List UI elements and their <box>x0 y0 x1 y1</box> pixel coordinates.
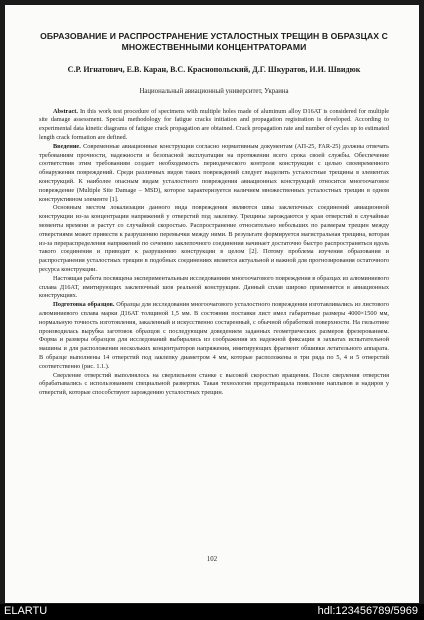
body-paragraph: Основным местом локализации данного вида повреждения являются швы заклепочных соединений авиационной конструкции из-за концентрации напряжений у отверстий под заклепку. Трещины зарождаются у края отверстий в случайные моменты времени и растут со случайной скоростью. Распространение относительно небольших по размерам трещин между отверстиями может привести к разрушению перемычки между ними. В результате формируется магистральная трещина, которая из-за перераспределения напряжений по сечению заклепочного соединения начинает достаточно быстро распространяться вдоль такого соединения и приводит к разрушению конструкции в целом [2]. Потому проблема изучения образования и распространения усталостных трещин в подобных соединениях является актуальной и важной для прогнозирования остаточного ресурса конструкции. <box>39 204 389 273</box>
intro-text: Современные авиационные конструкции согласно нормативным документам (АП-25, FAR-25) должны отвечать требованиям прочности, надежности и безопасной эксплуатации на протяжении всего срока своей службы. Обеспечение соответствия этим требованиям создает необходимость периодического контроля конструкции с целью своевременного обнаружения повреждений. Среди различных видов таких повреждений следует выделить усталостные трещины в элементах конструкций. К наиболее опасным видам усталостного повреждения авиационных конструкций относится многоочаговое повреждение (Multiple Site Damage – MSD), которое характеризуется наличием множественных усталостных трещин в одном конструктивном элементе [1]. <box>39 142 389 203</box>
paper-title: ОБРАЗОВАНИЕ И РАСПРОСТРАНЕНИЕ УСТАЛОСТНЫХ ТРЕЩИН В ОБРАЗЦАХ С МНОЖЕСТВЕННЫМИ КОНЦЕНТРАТОРАМИ <box>40 31 388 52</box>
footer-bar <box>0 604 424 620</box>
body-paragraph: Сверление отверстий выполнялось на сверлильном станке с высокой скоростью вращения. После сверления отверстия обрабатывались с использованием специальной развертки. Такая технология предотвращала появление наплывов и надиров у отверстий, которые способствуют зарождению усталостных трещин. <box>39 371 389 397</box>
abstract-label: Abstract. <box>53 107 78 115</box>
body-paragraph: Настоящая работа посвящена экспериментальным исследованиям многоочагового повреждения в образцах из алюминиевого сплава Д16АТ, имитирующих заклепочный шов реальной конструкции. Данный сплав широко применяется в авиационных конструкциях. <box>39 274 389 300</box>
prep-paragraph <box>39 301 389 371</box>
prep-label: Подготовка образцов. <box>53 301 115 309</box>
intro-paragraph <box>39 143 389 205</box>
intro-label: Введение. <box>53 142 81 150</box>
page-number: 102 <box>206 556 218 563</box>
paper-authors: С.Р. Игнатович, Е.В. Каран, В.С. Краснопольский, Д.Г. Шкуратов, И.И. Швидюк <box>67 65 361 74</box>
document-page <box>5 5 419 603</box>
prep-text: Образцы для исследования многоочагового усталостного повреждения изготавливались из листового алюминиевого сплава марки Д16АТ толщиной 1,5 мм. В состоянии поставки лист имел габаритные размеры 4000×1500 мм, нормальную точность изготовления, закаленный и искусственно состаренный, с обычной обработкой поверхности. На гильотине производилась вырубка заготовок образцов с последующим доведением заданных геометрических размеров фрезерованием. Форма и размеры образцов для исследований выбирались из соображения их надежной фиксации в захватах испытательной машины и для расположения нескольких концентраторов напряжения, имитирующих фрагмент обшивки летательного аппарата. В образце выполнены 14 отверстий под заклепку диаметром 4 мм, которые расположены в три ряда по 5, 4 и 5 отверстий соответственно (рис. 1.1.). <box>39 301 389 370</box>
abstract-text: In this work test procedure of specimens with multiple holes made of aluminum alloy D16AT is considered for multiple site damage assessment. Special methodology for fatigue cracks initiation and propagation registration is developed. According to experimental data kinetic diagrams of fatigue crack propagation are obtained. Crack propagation rate and number of cycles up to estimated length crack formation are defined. <box>39 107 389 141</box>
paper-affiliation: Национальный авиационный университет, Украина <box>139 87 289 95</box>
footer-repository-label: ELARTU <box>4 605 48 617</box>
footer-handle-label: hdl:123456789/5969 <box>317 605 418 617</box>
page-content <box>39 31 389 398</box>
abstract-paragraph <box>39 108 389 143</box>
